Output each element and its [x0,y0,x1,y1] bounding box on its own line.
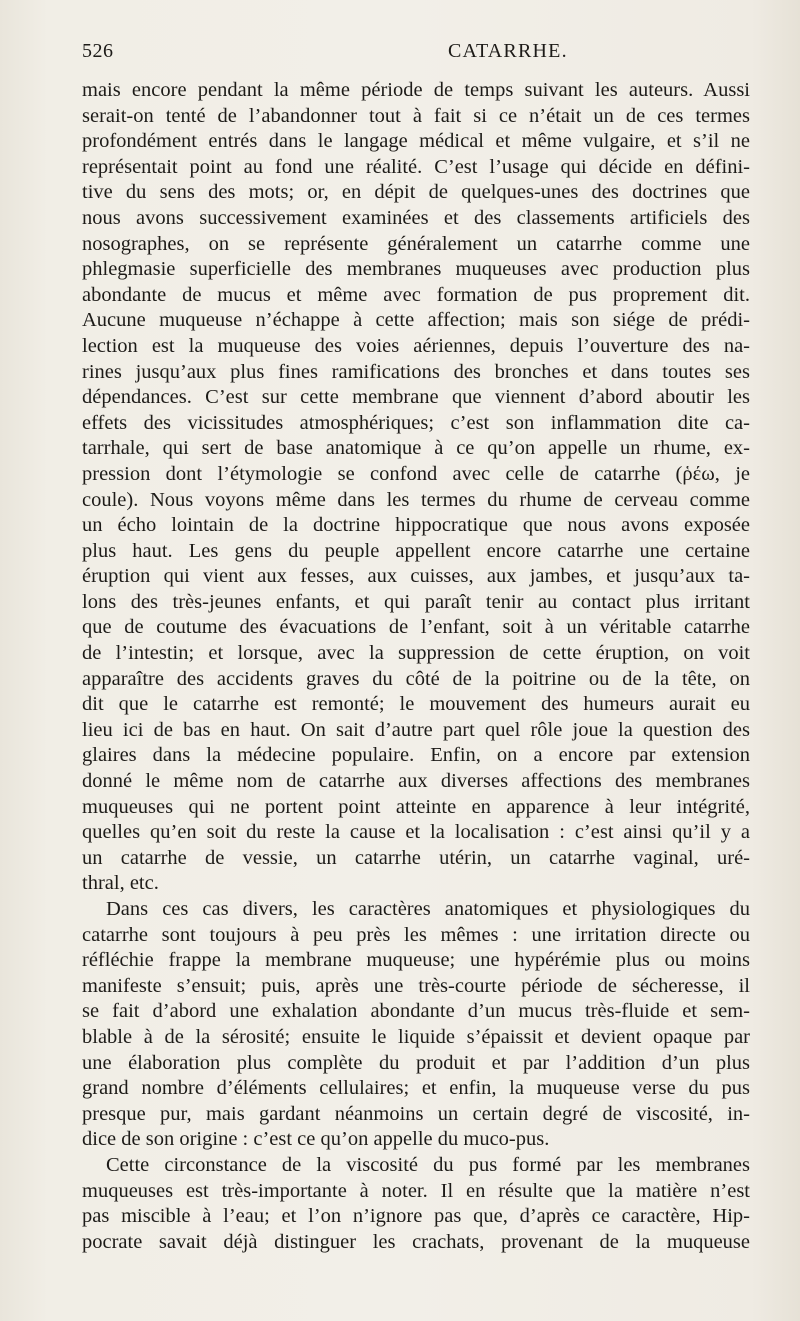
text-line: thral, etc. [82,872,159,895]
text-line: pas miscible à l’eau; et l’on n’ignore pas que, d’après ce caractère, Hip- [82,1205,750,1228]
text-line: manifeste s’ensuit; puis, après une très-courte période de sécheresse, il [82,974,750,997]
text-line: nous avons successivement examinées et des classements artificiels des [82,206,750,229]
text-line: réfléchie frappe la membrane muqueuse; une hypérémie plus ou moins [82,949,750,972]
text-line: abondante de mucus et même avec formation de pus proprement dit. [82,283,750,306]
text-line: phlegmasie superficielle des membranes muqueuses avec production plus [82,258,750,281]
text-line: un catarrhe de vessie, un catarrhe utérin, un catarrhe vaginal, uré- [82,846,750,869]
page-header [82,40,752,70]
text-line: se fait d’abord une exhalation abondante d’un mucus très-fluide et sem- [82,1000,750,1023]
body-text [82,78,750,1255]
text-line: rines jusqu’aux plus fines ramifications des bronches et dans toutes ses [82,360,750,383]
text-line: dépendances. C’est sur cette membrane que viennent d’abord aboutir les [82,386,750,409]
text-line: serait-on tenté de l’abandonner tout à fait si ce n’était un de ces termes [82,104,750,127]
text-line: blable à de la sérosité; ensuite le liquide s’épaissit et devient opaque par [82,1025,750,1048]
text-line: nosographes, on se représente généralement un catarrhe comme une [82,232,750,255]
text-line: mais encore pendant la même période de temps suivant les auteurs. Aussi [82,79,750,101]
text-line: grand nombre d’éléments cellulaires; et enfin, la muqueuse verse du pus [82,1077,750,1100]
text-line: dice de son origine : c’est ce qu’on appelle du muco-pus. [82,1128,550,1151]
text-line: dit que le catarrhe est remonté; le mouvement des humeurs aurait eu [82,693,750,716]
text-line: tarrhale, qui sert de base anatomique à ce qu’on appelle un rhume, ex- [82,437,750,460]
text-line: éruption qui vient aux fesses, aux cuisses, aux jambes, et jusqu’aux ta- [82,565,750,588]
text-line: Cette circonstance de la viscosité du pus formé par les membranes [106,1153,750,1176]
text-line: muqueuses est très-importante à noter. Il en résulte que la matière n’est [82,1179,750,1202]
text-line: représentait point au fond une réalité. C’est l’usage qui décide en défini- [82,155,750,178]
text-line: une élaboration plus complète du produit et par l’addition d’un plus [82,1051,750,1074]
text-line: glaires dans la médecine populaire. Enfin, on a encore par extension [82,744,750,767]
page-number: 526 [82,40,114,62]
text-line: apparaître des accidents graves du côté de la poitrine ou de la tête, on [82,667,750,690]
text-line: presque pur, mais gardant néanmoins un certain degré de viscosité, in- [82,1102,750,1125]
text-line: muqueuses qui ne portent point atteinte en apparence à leur intégrité, [82,795,750,818]
text-line: de l’intestin; et lorsque, avec la suppression de cette éruption, on voit [82,642,750,665]
text-line: Aucune muqueuse n’échappe à cette affection; mais son siége de prédi- [82,309,750,332]
text-line: que de coutume des évacuations de l’enfant, soit à un véritable catarrhe [82,616,750,639]
text-line: effets des vicissitudes atmosphériques; c’est son inflammation dite ca- [82,411,750,434]
text-line: donné le même nom de catarrhe aux diverses affections des membranes [82,770,750,793]
text-line: lons des très-jeunes enfants, et qui paraît tenir au contact plus irritant [82,590,750,613]
text-line: catarrhe sont toujours à peu près les mêmes : une irritation directe ou [82,923,750,946]
text-line: plus haut. Les gens du peuple appellent encore catarrhe une certaine [82,539,750,562]
text-line: lieu ici de bas en haut. On sait d’autre part quel rôle joue la question des [82,718,750,741]
text-line: Dans ces cas divers, les caractères anatomiques et physiologiques du [106,898,750,920]
text-line: quelles qu’en soit du reste la cause et la localisation : c’est ainsi qu’il y a [82,821,750,844]
text-line: tive du sens des mots; or, en dépit de quelques-unes des doctrines que [82,181,750,204]
text-line: pocrate savait déjà distinguer les crachats, provenant de la muqueuse [82,1230,750,1253]
text-line: profondément entrés dans le langage médical et même vulgaire, et s’il ne [82,130,750,153]
running-head: CATARRHE. [448,40,568,62]
text-line: coule). Nous voyons même dans les termes du rhume de cerveau comme [82,488,750,511]
text-line: lection est la muqueuse des voies aériennes, depuis l’ouverture des na- [82,334,750,357]
text-line: pression dont l’étymologie se confond avec celle de catarrhe (ῥέω, je [82,462,750,485]
text-line: un écho lointain de la doctrine hippocratique que nous avons exposée [82,514,750,537]
